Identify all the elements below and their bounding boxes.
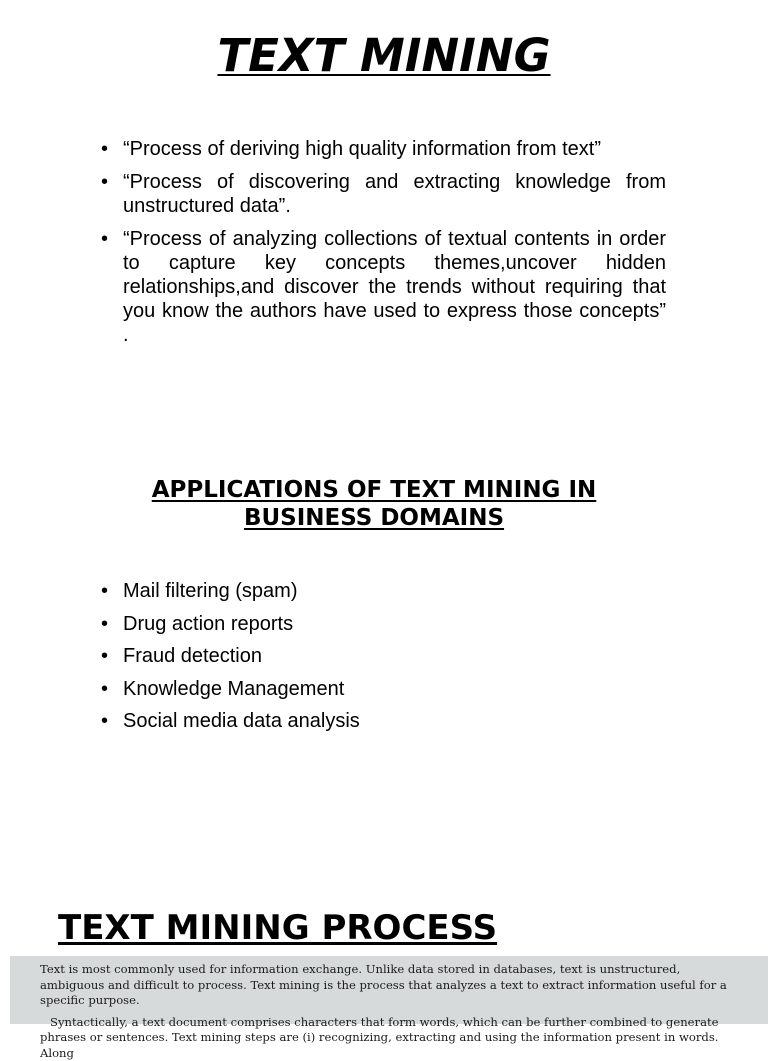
excerpt-paragraph: Text is most commonly used for information exchange. Unlike data stored in databases, text is unstructured, ambiguous and difficult to process. Text mining is the process that analyzes a text to extract information useful for a specific purpose. bbox=[10, 956, 768, 1009]
applications-heading bbox=[120, 476, 628, 532]
process-title bbox=[58, 906, 497, 950]
application-item: • Social media data analysis bbox=[101, 709, 666, 733]
definition-item: • “Process of analyzing collections of textual contents in order to capture key concepts themes,uncover hidden relationships,and discover the trends without requiring that you know the authors have used to express those concepts” . bbox=[101, 227, 666, 347]
page-title-text: TEXT MINING bbox=[217, 29, 550, 82]
process-title-text: TEXT MINING PROCESS bbox=[58, 908, 497, 948]
application-item: • Drug action reports bbox=[101, 612, 666, 636]
applications-list bbox=[101, 579, 666, 742]
definition-item: • “Process of discovering and extracting knowledge from unstructured data”. bbox=[101, 170, 666, 218]
page-title bbox=[0, 28, 768, 84]
application-item: • Mail filtering (spam) bbox=[101, 579, 666, 603]
definitions-list bbox=[101, 137, 666, 356]
applications-heading-line1: APPLICATIONS OF TEXT MINING IN bbox=[152, 477, 597, 503]
definition-item: • “Process of deriving high quality information from text” bbox=[101, 137, 666, 161]
application-item: • Fraud detection bbox=[101, 644, 666, 668]
excerpt-paragraph: Syntactically, a text document comprises characters that form words, which can be further combined to generate phrases or sentences. Text mining steps are (i) recognizing, extracting and using the information present in words. Along bbox=[10, 1009, 768, 1061]
application-item: • Knowledge Management bbox=[101, 677, 666, 701]
text-excerpt-image bbox=[10, 956, 768, 1024]
applications-heading-line2: BUSINESS DOMAINS bbox=[244, 505, 504, 531]
